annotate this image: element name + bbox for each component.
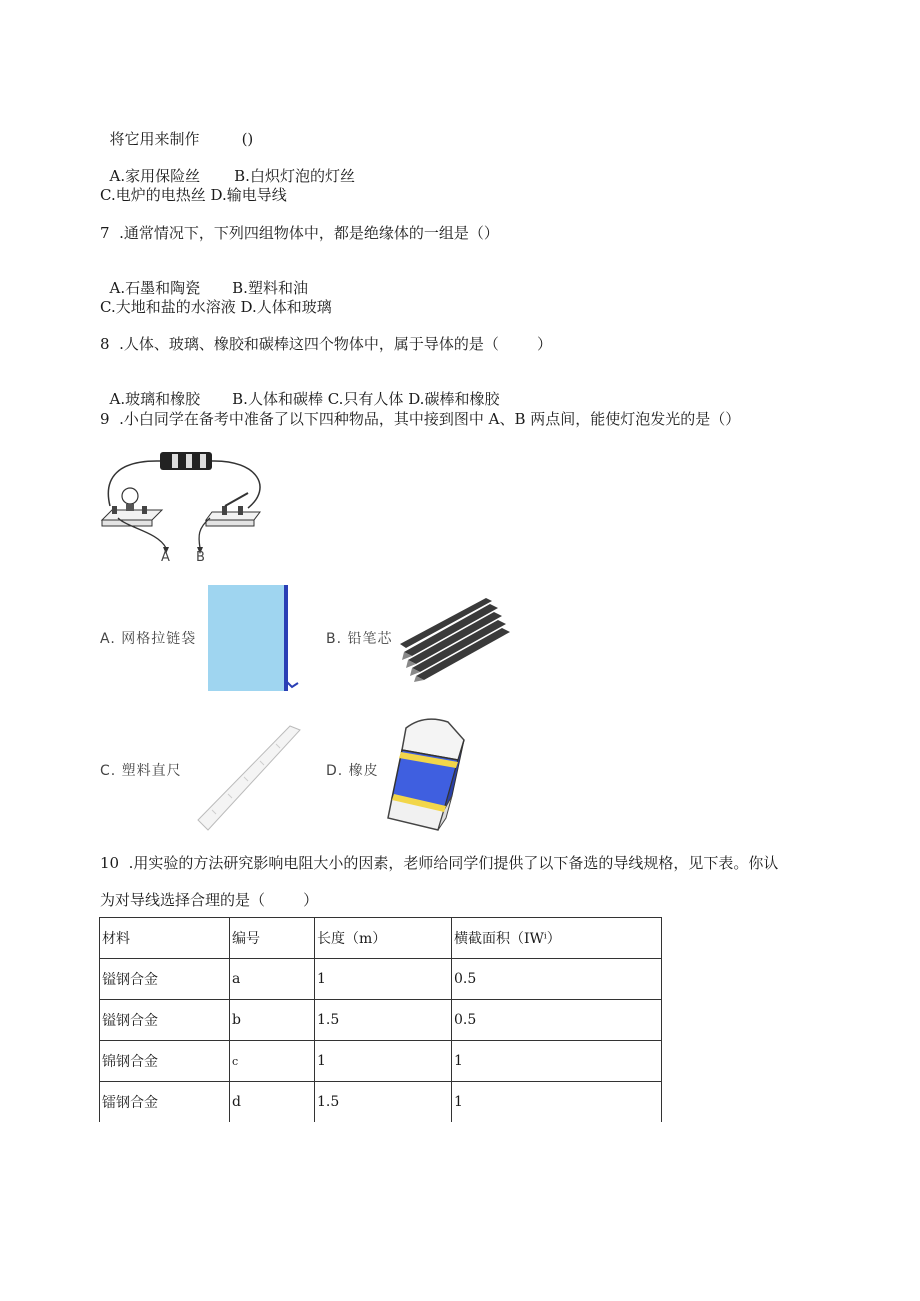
header-length: 长度（m） xyxy=(315,918,452,959)
cell-material: 镒钢合金 xyxy=(100,959,230,1000)
question-10-stem-line2: 为对导线选择合理的是（ ） xyxy=(100,891,319,909)
cell-id: c xyxy=(230,1041,315,1082)
question-8-stem: 8 .人体、玻璃、橡胶和碳棒这四个物体中，属于导体的是（ ） xyxy=(100,335,552,353)
mesh-zipper-bag-image xyxy=(206,583,306,695)
cell-id: a xyxy=(230,959,315,1000)
header-material: 材料 xyxy=(100,918,230,959)
cell-area: 0.5 xyxy=(452,1000,662,1041)
cell-area: 0.5 xyxy=(452,959,662,1000)
header-id: 编号 xyxy=(230,918,315,959)
answer-paren: () xyxy=(241,130,254,148)
cell-material: 镭钢合金 xyxy=(100,1082,230,1123)
circuit-diagram xyxy=(98,448,268,568)
question-7-options-row2: C.大地和盐的水溶液 D.人体和玻璃 xyxy=(100,298,332,316)
question-6-options-row2: C.电炉的电热丝 D.输电导线 xyxy=(100,186,287,204)
option-b-c-d: B.人体和碳棒 C.只有人体 D.碳棒和橡胶 xyxy=(232,390,500,408)
plastic-ruler-image xyxy=(190,716,308,836)
option-a: A.石墨和陶瓷 xyxy=(109,279,201,297)
cell-area: 1 xyxy=(452,1041,662,1082)
table-header-row xyxy=(100,918,662,959)
option-b: B.白炽灯泡的灯丝 xyxy=(234,167,355,185)
option-c-label: C. 塑料直尺 xyxy=(100,763,182,779)
cell-id: b xyxy=(230,1000,315,1041)
cell-id: d xyxy=(230,1082,315,1123)
question-6-stem-text: 将它用来制作 xyxy=(109,130,200,148)
question-10-stem-line1: 10 .用实验的方法研究影响电阻大小的因素，老师给同学们提供了以下备选的导线规格，见下表。你认 xyxy=(100,854,779,872)
option-b: B.塑料和油 xyxy=(232,279,308,297)
wire-spec-table xyxy=(99,917,662,1122)
cell-area: 1 xyxy=(452,1082,662,1123)
table-row xyxy=(100,1041,662,1082)
cell-length: 1 xyxy=(315,1041,452,1082)
option-b-label: B. 铅笔芯 xyxy=(326,631,393,647)
question-9-stem: 9 .小白同学在备考中准备了以下四种物品，其中接到图中 A、B 两点间，能使灯泡发光的是（） xyxy=(100,410,741,428)
table-row xyxy=(100,1082,662,1123)
cell-material: 锦钢合金 xyxy=(100,1041,230,1082)
header-cross-section: 横截面积（IWⁱ） xyxy=(452,918,662,959)
cell-length: 1.5 xyxy=(315,1082,452,1123)
question-6-stem xyxy=(100,110,253,149)
option-a-label: A. 网格拉链袋 xyxy=(100,631,197,647)
point-a-label: A xyxy=(161,550,171,565)
question-6-options-row1 xyxy=(100,147,355,186)
eraser-image xyxy=(384,714,474,834)
option-a: A.玻璃和橡胶 xyxy=(109,390,201,408)
question-7-options-row1 xyxy=(100,259,308,298)
question-8-options xyxy=(100,370,499,409)
table-row xyxy=(100,1000,662,1041)
option-d-label: D. 橡皮 xyxy=(326,763,379,779)
pencil-leads-image xyxy=(398,598,520,682)
lamp-board-icon xyxy=(102,488,162,526)
cell-length: 1 xyxy=(315,959,452,1000)
table-row xyxy=(100,959,662,1000)
cell-material: 镒钢合金 xyxy=(100,1000,230,1041)
battery-icon xyxy=(160,452,212,470)
cell-length: 1.5 xyxy=(315,1000,452,1041)
point-b-label: B xyxy=(196,550,206,565)
switch-board-icon xyxy=(206,493,260,526)
option-a: A.家用保险丝 xyxy=(109,167,201,185)
question-7-stem: 7 .通常情况下，下列四组物体中，都是绝缘体的一组是（） xyxy=(100,224,499,242)
